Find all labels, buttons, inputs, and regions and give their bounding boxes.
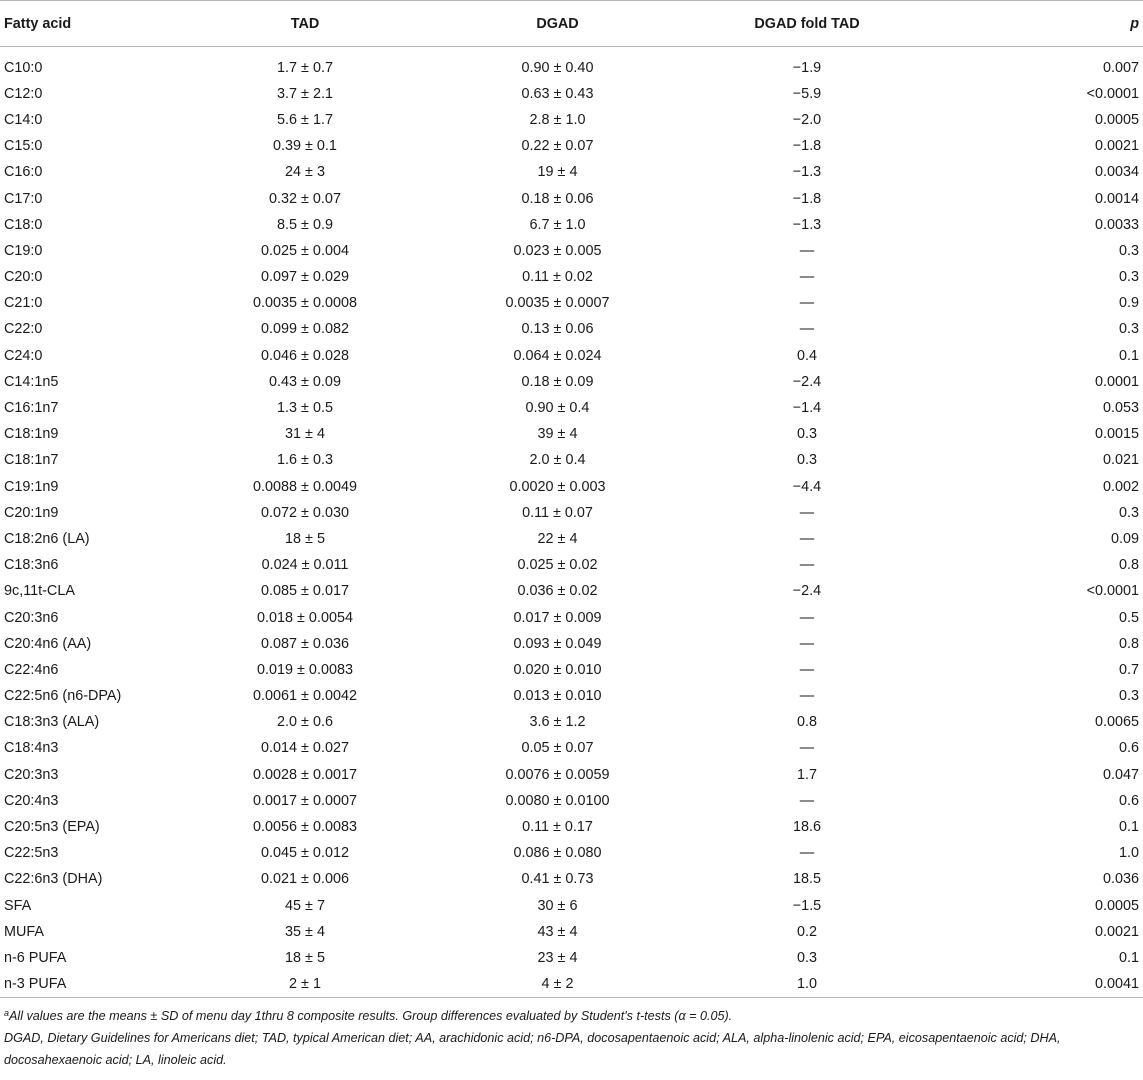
cell-fatty-acid: C19:1n9	[4, 478, 59, 495]
cell-fold: −1.3	[792, 164, 822, 181]
cell-tad: 0.024 ± 0.011	[261, 557, 349, 574]
cell-fold: —	[799, 792, 815, 809]
cell-fold: 0.3	[796, 452, 817, 469]
cell-p-value: 0.0033	[1094, 216, 1139, 233]
cell-dgad: 0.18 ± 0.09	[521, 373, 594, 390]
cell-dgad: 39 ± 4	[537, 426, 578, 443]
cell-fatty-acid: SFA	[4, 897, 32, 914]
cell-tad: 2 ± 1	[180, 971, 430, 997]
cell-dgad: 0.093 ± 0.049	[513, 635, 602, 652]
cell-tad: 0.0061 ± 0.0042	[253, 688, 357, 705]
cell-tad: 18 ± 5	[285, 949, 325, 966]
cell-dgad: 4 ± 2	[430, 971, 685, 997]
cell-dgad: 0.11 ± 0.02	[522, 269, 593, 286]
cell-fold: —	[799, 269, 815, 286]
cell-fold: 0.2	[796, 923, 817, 940]
cell-p-value: 0.0034	[1094, 164, 1139, 181]
cell-p-value: 0.09	[1110, 530, 1139, 547]
cell-fold: −1.8	[792, 138, 822, 155]
table-row	[0, 264, 1143, 290]
cell-fold: −1.3	[792, 216, 822, 233]
cell-p-value: <0.0001	[1086, 583, 1139, 600]
table-row	[0, 421, 1143, 447]
table-row	[0, 552, 1143, 578]
cell-dgad: 0.90 ± 0.40	[521, 59, 594, 76]
table-row	[0, 814, 1143, 840]
cell-fatty-acid: C18:4n3	[4, 740, 59, 757]
cell-fold: —	[799, 635, 815, 652]
cell-dgad: 30 ± 6	[537, 897, 578, 914]
table-body	[0, 47, 1143, 998]
cell-tad: 0.0035 ± 0.0008	[253, 295, 357, 312]
cell-fatty-acid: C18:0	[4, 216, 43, 233]
cell-tad: 0.018 ± 0.0054	[257, 609, 353, 626]
cell-fold: 18.6	[792, 819, 821, 836]
cell-tad: 0.0017 ± 0.0007	[253, 792, 357, 809]
table-row	[0, 343, 1143, 369]
cell-fold: —	[799, 504, 815, 521]
cell-p-value: 0.0014	[1094, 190, 1139, 207]
table-header	[0, 1, 1143, 47]
cell-p-value: 0.6	[1118, 740, 1139, 757]
header-row	[0, 1, 1143, 47]
cell-dgad: 3.6 ± 1.2	[529, 714, 586, 731]
cell-tad: 0.0088 ± 0.0049	[253, 478, 357, 495]
cell-tad: 0.019 ± 0.0083	[257, 661, 353, 678]
cell-fold: —	[799, 557, 815, 574]
table-row	[0, 709, 1143, 735]
table-row	[0, 107, 1143, 133]
table-row	[0, 604, 1143, 630]
cell-tad: 35 ± 4	[285, 923, 325, 940]
cell-fatty-acid: C20:5n3 (EPA)	[4, 819, 100, 836]
cell-fatty-acid: C20:3n6	[4, 609, 59, 626]
cell-dgad: 0.11 ± 0.17	[522, 819, 593, 836]
table-row	[0, 212, 1143, 238]
cell-dgad: 0.0020 ± 0.003	[509, 478, 606, 495]
cell-tad: 18 ± 5	[285, 530, 325, 547]
cell-p-value: 0.3	[1118, 504, 1139, 521]
header-p-value: p	[929, 1, 1143, 47]
cell-p-value: 0.6	[1118, 792, 1139, 809]
cell-fold: —	[799, 661, 815, 678]
cell-dgad: 0.036 ± 0.02	[517, 583, 598, 600]
cell-tad: 0.32 ± 0.07	[269, 190, 341, 207]
cell-tad: 1.3 ± 0.5	[277, 400, 333, 417]
cell-p-value: <0.0001	[1086, 85, 1139, 102]
cell-fold: —	[799, 530, 815, 547]
cell-fold: 18.5	[792, 871, 821, 888]
cell-dgad: 0.025 ± 0.02	[517, 557, 598, 574]
cell-dgad: 0.013 ± 0.010	[513, 688, 602, 705]
cell-fatty-acid: C14:1n5	[4, 373, 59, 390]
cell-p-value: 0.3	[1118, 688, 1139, 705]
cell-tad: 0.43 ± 0.09	[269, 373, 341, 390]
cell-fatty-acid: C16:0	[4, 164, 43, 181]
header-tad: TAD	[180, 1, 430, 47]
cell-p-value: 0.1	[1118, 347, 1139, 364]
footnote-1	[4, 1002, 1140, 1027]
cell-dgad: 0.017 ± 0.009	[513, 609, 602, 626]
cell-dgad: 43 ± 4	[537, 923, 578, 940]
cell-dgad: 0.020 ± 0.010	[513, 661, 602, 678]
cell-fatty-acid: C20:4n3	[4, 792, 59, 809]
cell-fatty-acid: n-3 PUFA	[0, 971, 180, 997]
cell-fold: 0.4	[796, 347, 817, 364]
table-row	[0, 788, 1143, 814]
header-fatty-acid: Fatty acid	[0, 1, 180, 47]
table-row	[0, 55, 1143, 81]
cell-fold: −2.0	[792, 111, 822, 128]
cell-tad: 0.025 ± 0.004	[261, 242, 349, 259]
cell-dgad: 0.41 ± 0.73	[521, 871, 594, 888]
spacer-row	[0, 47, 1143, 55]
cell-fatty-acid: C18:1n7	[4, 452, 59, 469]
cell-fold: −1.5	[792, 897, 822, 914]
cell-p-value: 0.3	[1118, 269, 1139, 286]
footnote-abbreviations: DGAD, Dietary Guidelines for Americans diet; TAD, typical American diet; AA, arachidonic acid; n6-DPA, docosapentaenoic acid; ALA, alpha-linolenic acid; EPA, eicosapentaenoic acid; DHA, docosahexaenoic acid; LA, linoleic acid.	[4, 1031, 1061, 1067]
cell-dgad: 0.0035 ± 0.0007	[505, 295, 610, 312]
table-row	[0, 762, 1143, 788]
cell-fatty-acid: C24:0	[4, 347, 43, 364]
header-fold: DGAD fold TAD	[685, 1, 929, 47]
cell-fold: —	[799, 609, 815, 626]
cell-p-value: 0.8	[1118, 635, 1139, 652]
cell-fatty-acid: C22:5n3	[4, 845, 59, 862]
cell-dgad: 0.0076 ± 0.0059	[505, 766, 610, 783]
cell-fatty-acid: C22:4n6	[4, 661, 59, 678]
cell-fatty-acid: C20:1n9	[4, 504, 59, 521]
cell-p-value: 0.9	[1118, 295, 1139, 312]
table-row	[0, 840, 1143, 866]
table-row	[0, 447, 1143, 473]
cell-tad: 0.014 ± 0.027	[261, 740, 349, 757]
cell-tad: 0.39 ± 0.1	[273, 138, 337, 155]
cell-p-value: 0.0015	[1094, 426, 1139, 443]
cell-p-value: 0.7	[1118, 661, 1139, 678]
cell-p-value: 0.1	[1118, 819, 1139, 836]
table-row	[0, 238, 1143, 264]
cell-p-value: 0.053	[1102, 400, 1139, 417]
cell-fatty-acid: C20:0	[4, 269, 43, 286]
cell-dgad: 0.023 ± 0.005	[513, 242, 602, 259]
cell-fold: —	[799, 740, 815, 757]
cell-fatty-acid: C15:0	[4, 138, 43, 155]
cell-fatty-acid: C19:0	[4, 242, 43, 259]
cell-tad: 0.046 ± 0.028	[261, 347, 349, 364]
cell-dgad: 0.18 ± 0.06	[521, 190, 594, 207]
cell-tad: 3.7 ± 2.1	[277, 85, 333, 102]
cell-dgad: 0.13 ± 0.06	[521, 321, 594, 338]
table-row	[0, 159, 1143, 185]
cell-p-value: 0.3	[1118, 242, 1139, 259]
cell-p-value: 0.8	[1118, 557, 1139, 574]
cell-fold: −1.8	[792, 190, 822, 207]
cell-fatty-acid: C12:0	[4, 85, 43, 102]
cell-p-value: 0.0021	[1094, 138, 1139, 155]
cell-dgad: 0.064 ± 0.024	[513, 347, 602, 364]
cell-dgad: 0.0080 ± 0.0100	[505, 792, 610, 809]
cell-dgad: 23 ± 4	[537, 949, 578, 966]
cell-fatty-acid: C16:1n7	[4, 400, 59, 417]
cell-dgad: 0.05 ± 0.07	[521, 740, 594, 757]
cell-tad: 1.6 ± 0.3	[277, 452, 333, 469]
cell-tad: 0.045 ± 0.012	[261, 845, 349, 862]
table-row	[0, 369, 1143, 395]
cell-fold: 1.7	[796, 766, 817, 783]
cell-fold: −2.4	[792, 583, 822, 600]
cell-fatty-acid: C20:4n6 (AA)	[4, 635, 92, 652]
cell-p-value: 0.1	[1118, 949, 1139, 966]
cell-p-value: 1.0	[1118, 845, 1139, 862]
cell-dgad: 22 ± 4	[537, 530, 578, 547]
cell-fold: —	[799, 321, 815, 338]
cell-fold: −4.4	[792, 478, 822, 495]
table-row	[0, 185, 1143, 211]
table-row	[0, 500, 1143, 526]
cell-p-value: 0.021	[1102, 452, 1139, 469]
cell-fatty-acid: C14:0	[4, 111, 43, 128]
cell-tad: 0.087 ± 0.036	[261, 635, 349, 652]
cell-dgad: 0.086 ± 0.080	[513, 845, 602, 862]
cell-fold: —	[799, 242, 815, 259]
table-row	[0, 971, 1143, 997]
table-row	[0, 290, 1143, 316]
cell-p-value: 0.3	[1118, 321, 1139, 338]
cell-p-value: 0.007	[1102, 59, 1139, 76]
cell-tad: 0.085 ± 0.017	[261, 583, 349, 600]
cell-fold: 1.0	[685, 971, 929, 997]
cell-fold: —	[799, 688, 815, 705]
table-row	[0, 683, 1143, 709]
cell-fatty-acid: MUFA	[4, 923, 44, 940]
table-footnotes	[4, 1002, 1140, 1071]
cell-fatty-acid: C18:3n6	[4, 557, 59, 574]
cell-tad: 0.0028 ± 0.0017	[253, 766, 357, 783]
table-row	[0, 945, 1143, 971]
header-dgad: DGAD	[430, 1, 685, 47]
cell-fatty-acid: 9c,11t-CLA	[4, 583, 75, 600]
cell-p-value: 0.036	[1102, 871, 1139, 888]
cell-fatty-acid: C22:6n3 (DHA)	[4, 871, 103, 888]
cell-p-value: 0.002	[1102, 478, 1139, 495]
table-row	[0, 893, 1143, 919]
cell-tad: 1.7 ± 0.7	[277, 59, 333, 76]
cell-dgad: 2.0 ± 0.4	[529, 452, 586, 469]
cell-fatty-acid: C17:0	[4, 190, 43, 207]
cell-fold: −1.4	[792, 400, 822, 417]
cell-tad: 0.021 ± 0.006	[261, 871, 349, 888]
cell-tad: 45 ± 7	[285, 897, 325, 914]
cell-fold: 0.3	[796, 949, 817, 966]
footnote-marker: a	[4, 1008, 10, 1018]
cell-fatty-acid: C18:3n3 (ALA)	[4, 714, 100, 731]
cell-dgad: 0.11 ± 0.07	[522, 504, 593, 521]
cell-tad: 31 ± 4	[285, 426, 325, 443]
cell-tad: 0.097 ± 0.029	[261, 269, 349, 286]
cell-fold: −5.9	[792, 85, 822, 102]
cell-p-value: 0.0005	[1094, 897, 1139, 914]
cell-tad: 0.099 ± 0.082	[261, 321, 349, 338]
table-row	[0, 735, 1143, 761]
table-row	[0, 866, 1143, 892]
cell-fold: 0.3	[796, 426, 817, 443]
cell-dgad: 0.22 ± 0.07	[521, 138, 594, 155]
cell-dgad: 2.8 ± 1.0	[529, 111, 586, 128]
cell-fatty-acid: C22:5n6 (n6-DPA)	[4, 688, 122, 705]
cell-p-value: 0.0065	[1094, 714, 1139, 731]
cell-fatty-acid: C10:0	[4, 59, 43, 76]
cell-fatty-acid: n-6 PUFA	[4, 949, 67, 966]
cell-p-value: 0.047	[1102, 766, 1139, 783]
cell-tad: 2.0 ± 0.6	[277, 714, 333, 731]
cell-fold: —	[799, 295, 815, 312]
cell-dgad: 19 ± 4	[537, 164, 578, 181]
cell-p-value: 0.0005	[1094, 111, 1139, 128]
table-row	[0, 395, 1143, 421]
cell-dgad: 6.7 ± 1.0	[529, 216, 586, 233]
cell-p-value: 0.0021	[1094, 923, 1139, 940]
cell-fold: −1.9	[792, 59, 822, 76]
cell-tad: 0.0056 ± 0.0083	[253, 819, 357, 836]
table-row	[0, 316, 1143, 342]
table-row	[0, 526, 1143, 552]
table-row	[0, 631, 1143, 657]
cell-dgad: 0.90 ± 0.4	[525, 400, 590, 417]
cell-tad: 24 ± 3	[285, 164, 325, 181]
cell-fold: —	[799, 845, 815, 862]
table-row	[0, 133, 1143, 159]
cell-fatty-acid: C18:2n6 (LA)	[4, 530, 90, 547]
cell-p-value: 0.0041	[929, 971, 1143, 997]
cell-tad: 8.5 ± 0.9	[277, 216, 333, 233]
cell-tad: 5.6 ± 1.7	[277, 111, 333, 128]
cell-fold: 0.8	[796, 714, 817, 731]
table-row	[0, 919, 1143, 945]
cell-fatty-acid: C20:3n3	[4, 766, 59, 783]
table-row	[0, 578, 1143, 604]
cell-tad: 0.072 ± 0.030	[261, 504, 349, 521]
table-row	[0, 474, 1143, 500]
cell-fatty-acid: C18:1n9	[4, 426, 59, 443]
table-row	[0, 81, 1143, 107]
cell-dgad: 0.63 ± 0.43	[521, 85, 594, 102]
cell-p-value: 0.5	[1118, 609, 1139, 626]
cell-fatty-acid: C21:0	[4, 295, 43, 312]
cell-fatty-acid: C22:0	[4, 321, 43, 338]
table-row	[0, 657, 1143, 683]
cell-p-value: 0.0001	[1094, 373, 1139, 390]
footnote-1-text: All values are the means ± SD of menu day 1thru 8 composite results. Group differences evaluated by Student's t-tests (α = 0.05).	[9, 1009, 733, 1023]
cell-fold: −2.4	[792, 373, 822, 390]
